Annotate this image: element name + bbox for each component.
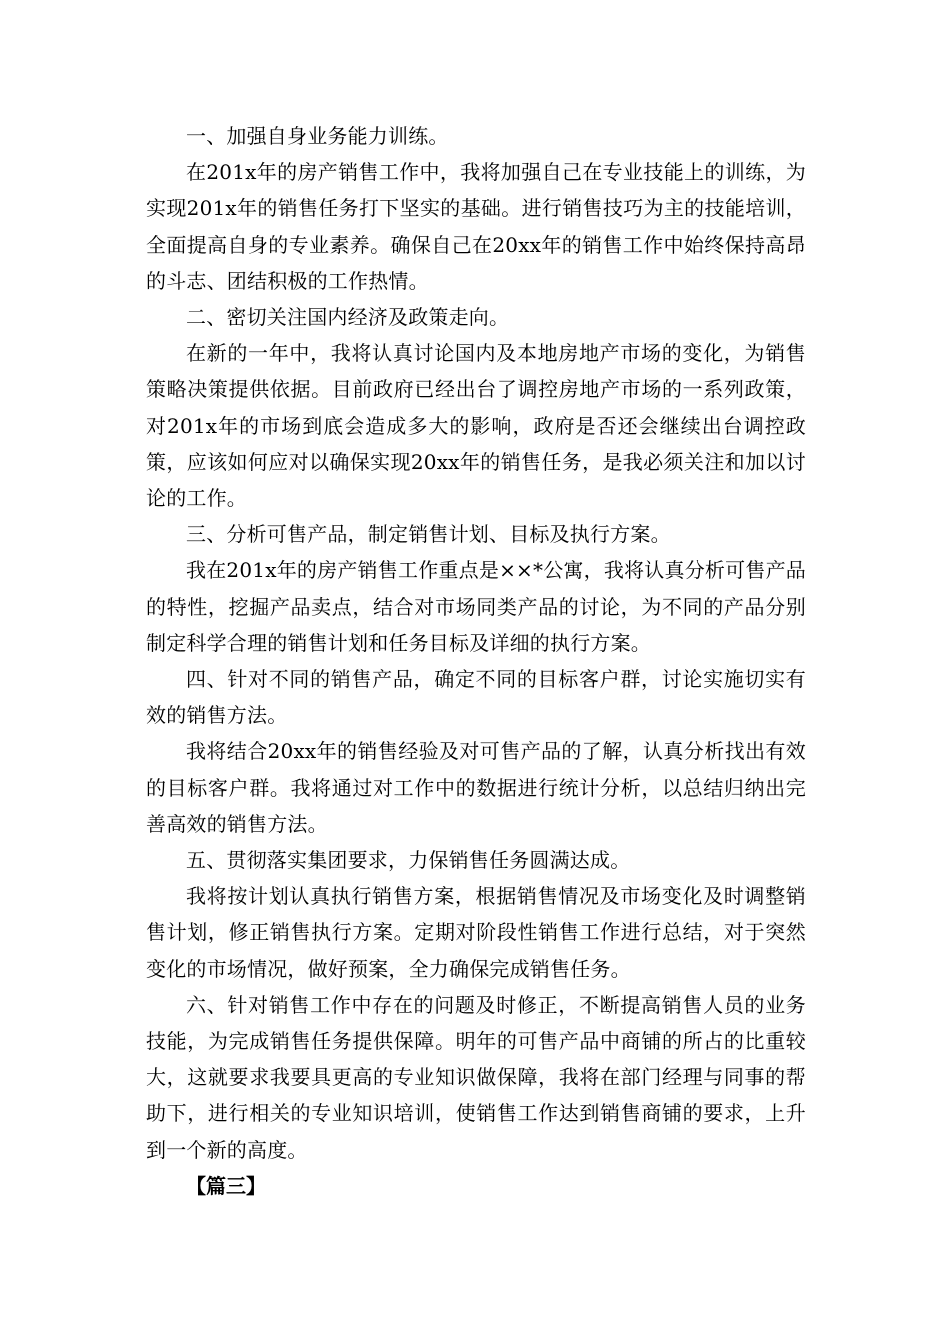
section-marker: 【篇三】 <box>186 1173 266 1198</box>
heading-three: 三、分析可售产品，制定销售计划、目标及执行方案。 <box>186 522 671 547</box>
heading-one: 一、加强自身业务能力训练。 <box>186 124 449 148</box>
heading-five: 五、贯彻落实集团要求，力保销售任务圆满达成。 <box>186 848 631 873</box>
heading-four: 四、针对不同的销售产品，确定不同的目标客户群，讨论实施切实有效的销售方法。 <box>146 667 806 728</box>
paragraph-three: 我在201x年的房产销售工作重点是××*公寓，我将认真分析可售产品的特性，挖掘产品卖点，结合对市场同类产品的讨论，为不同的产品分别制定科学合理的销售计划和任务目标及详细的执行方案。 <box>146 558 806 655</box>
paragraph-two: 在新的一年中，我将认真讨论国内及本地房地产市场的变化，为销售策略决策提供依据。目前政府已经出台了调控房地产市场的一系列政策，对201x年的市场到底会造成多大的影响，政府是否还会继续出台调控政策，应该如何应对以确保实现20xx年的销售任务，是我必须关注和加以讨论的工作。 <box>146 341 806 511</box>
paragraph-five: 我将按计划认真执行销售方案，根据销售情况及市场变化及时调整销售计划，修正销售执行方案。定期对阶段性销售工作进行总结，对于突然变化的市场情况，做好预案，全力确保完成销售任务。 <box>146 884 806 981</box>
heading-six: 六、针对销售工作中存在的问题及时修正，不断提高销售人员的业务技能，为完成销售任务提供保障。明年的可售产品中商铺的所占的比重较大，这就要求我要具更高的专业知识做保障，我将在部门经理与同事的帮助下，进行相关的专业知识培训，使销售工作达到销售商铺的要求，上升到一个新的高度。 <box>146 992 806 1162</box>
paragraph-one: 在201x年的房产销售工作中，我将加强自己在专业技能上的训练，为实现201x年的销售任务打下坚实的基础。进行销售技巧为主的技能培训，全面提高自身的专业素养。确保自己在20xx年的销售工作中始终保持高昂的斗志、团结积极的工作热情。 <box>146 160 806 293</box>
heading-two: 二、密切关注国内经济及政策走向。 <box>186 305 510 330</box>
document-body <box>146 118 806 1204</box>
paragraph-four: 我将结合20xx年的销售经验及对可售产品的了解，认真分析找出有效的目标客户群。我将通过对工作中的数据进行统计分析，以总结归纳出完善高效的销售方法。 <box>146 739 806 836</box>
